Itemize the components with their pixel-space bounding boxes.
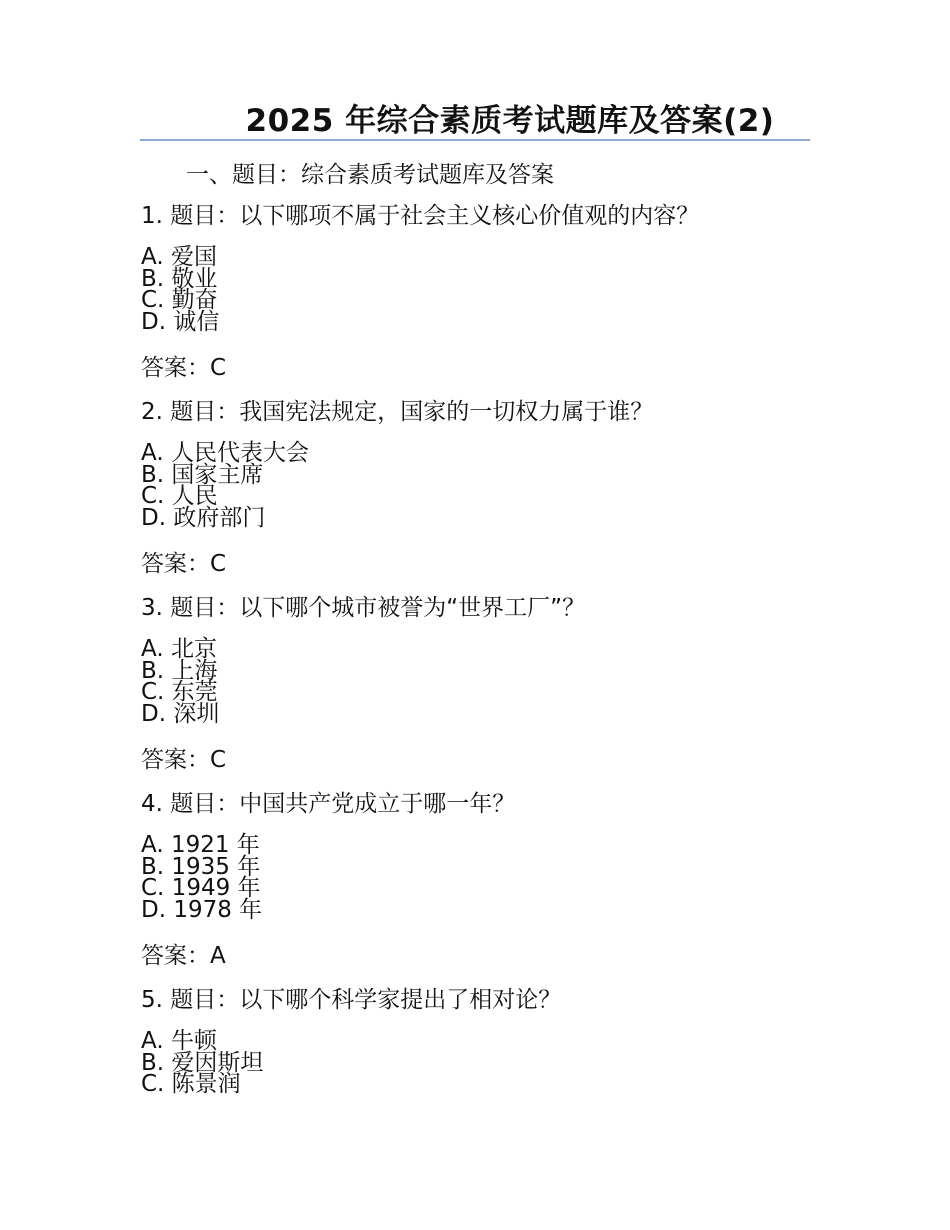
option-d: D. 1978 年 xyxy=(141,896,263,923)
question-text: 4. 题目：中国共产党成立于哪一年？ xyxy=(141,791,516,817)
option-a: A. 人民代表大会 xyxy=(141,440,309,466)
option-list xyxy=(141,244,220,335)
option-b: B. 上海 xyxy=(141,657,218,684)
answer-line: 答案：A xyxy=(141,943,226,969)
question-3 xyxy=(141,592,821,788)
answer-line: 答案：C xyxy=(141,747,227,773)
option-a: A. 1921 年 xyxy=(141,832,260,858)
option-c: C. 勤奋 xyxy=(141,287,218,313)
option-c: C. 东莞 xyxy=(141,679,218,705)
option-list xyxy=(141,1028,264,1097)
option-a: A. 北京 xyxy=(141,636,217,662)
option-list xyxy=(141,440,309,531)
option-b: B. 爱因斯坦 xyxy=(141,1049,264,1076)
answer-line: 答案：C xyxy=(141,551,227,577)
question-4 xyxy=(141,788,821,984)
question-text: 1. 题目：以下哪项不属于社会主义核心价值观的内容？ xyxy=(141,203,700,229)
option-a: A. 牛顿 xyxy=(141,1028,217,1054)
document-title: 2025 年综合素质考试题库及答案(2) xyxy=(245,103,775,139)
question-1 xyxy=(141,200,821,396)
option-c: C. 陈景润 xyxy=(141,1071,241,1097)
option-b: B. 1935 年 xyxy=(141,853,261,880)
option-list xyxy=(141,636,220,727)
option-d: D. 政府部门 xyxy=(141,504,266,531)
option-b: B. 国家主席 xyxy=(141,461,264,488)
option-a: A. 爱国 xyxy=(141,244,217,270)
option-c: C. 1949 年 xyxy=(141,875,261,901)
question-5 xyxy=(141,984,821,1180)
section-heading: 一、题目：综合素质考试题库及答案 xyxy=(186,162,554,188)
question-2 xyxy=(141,396,821,592)
question-text: 5. 题目：以下哪个科学家提出了相对论？ xyxy=(141,987,562,1013)
question-text: 3. 题目：以下哪个城市被誉为“世界工厂”？ xyxy=(141,595,586,621)
option-b: B. 敬业 xyxy=(141,265,218,292)
question-text: 2. 题目：我国宪法规定，国家的一切权力属于谁？ xyxy=(141,399,654,425)
option-d: D. 诚信 xyxy=(141,308,220,335)
answer-line: 答案：C xyxy=(141,355,227,381)
option-d: D. 深圳 xyxy=(141,700,220,727)
title-underline xyxy=(140,139,810,141)
option-list xyxy=(141,832,263,923)
option-c: C. 人民 xyxy=(141,483,218,509)
question-list xyxy=(141,200,821,1180)
